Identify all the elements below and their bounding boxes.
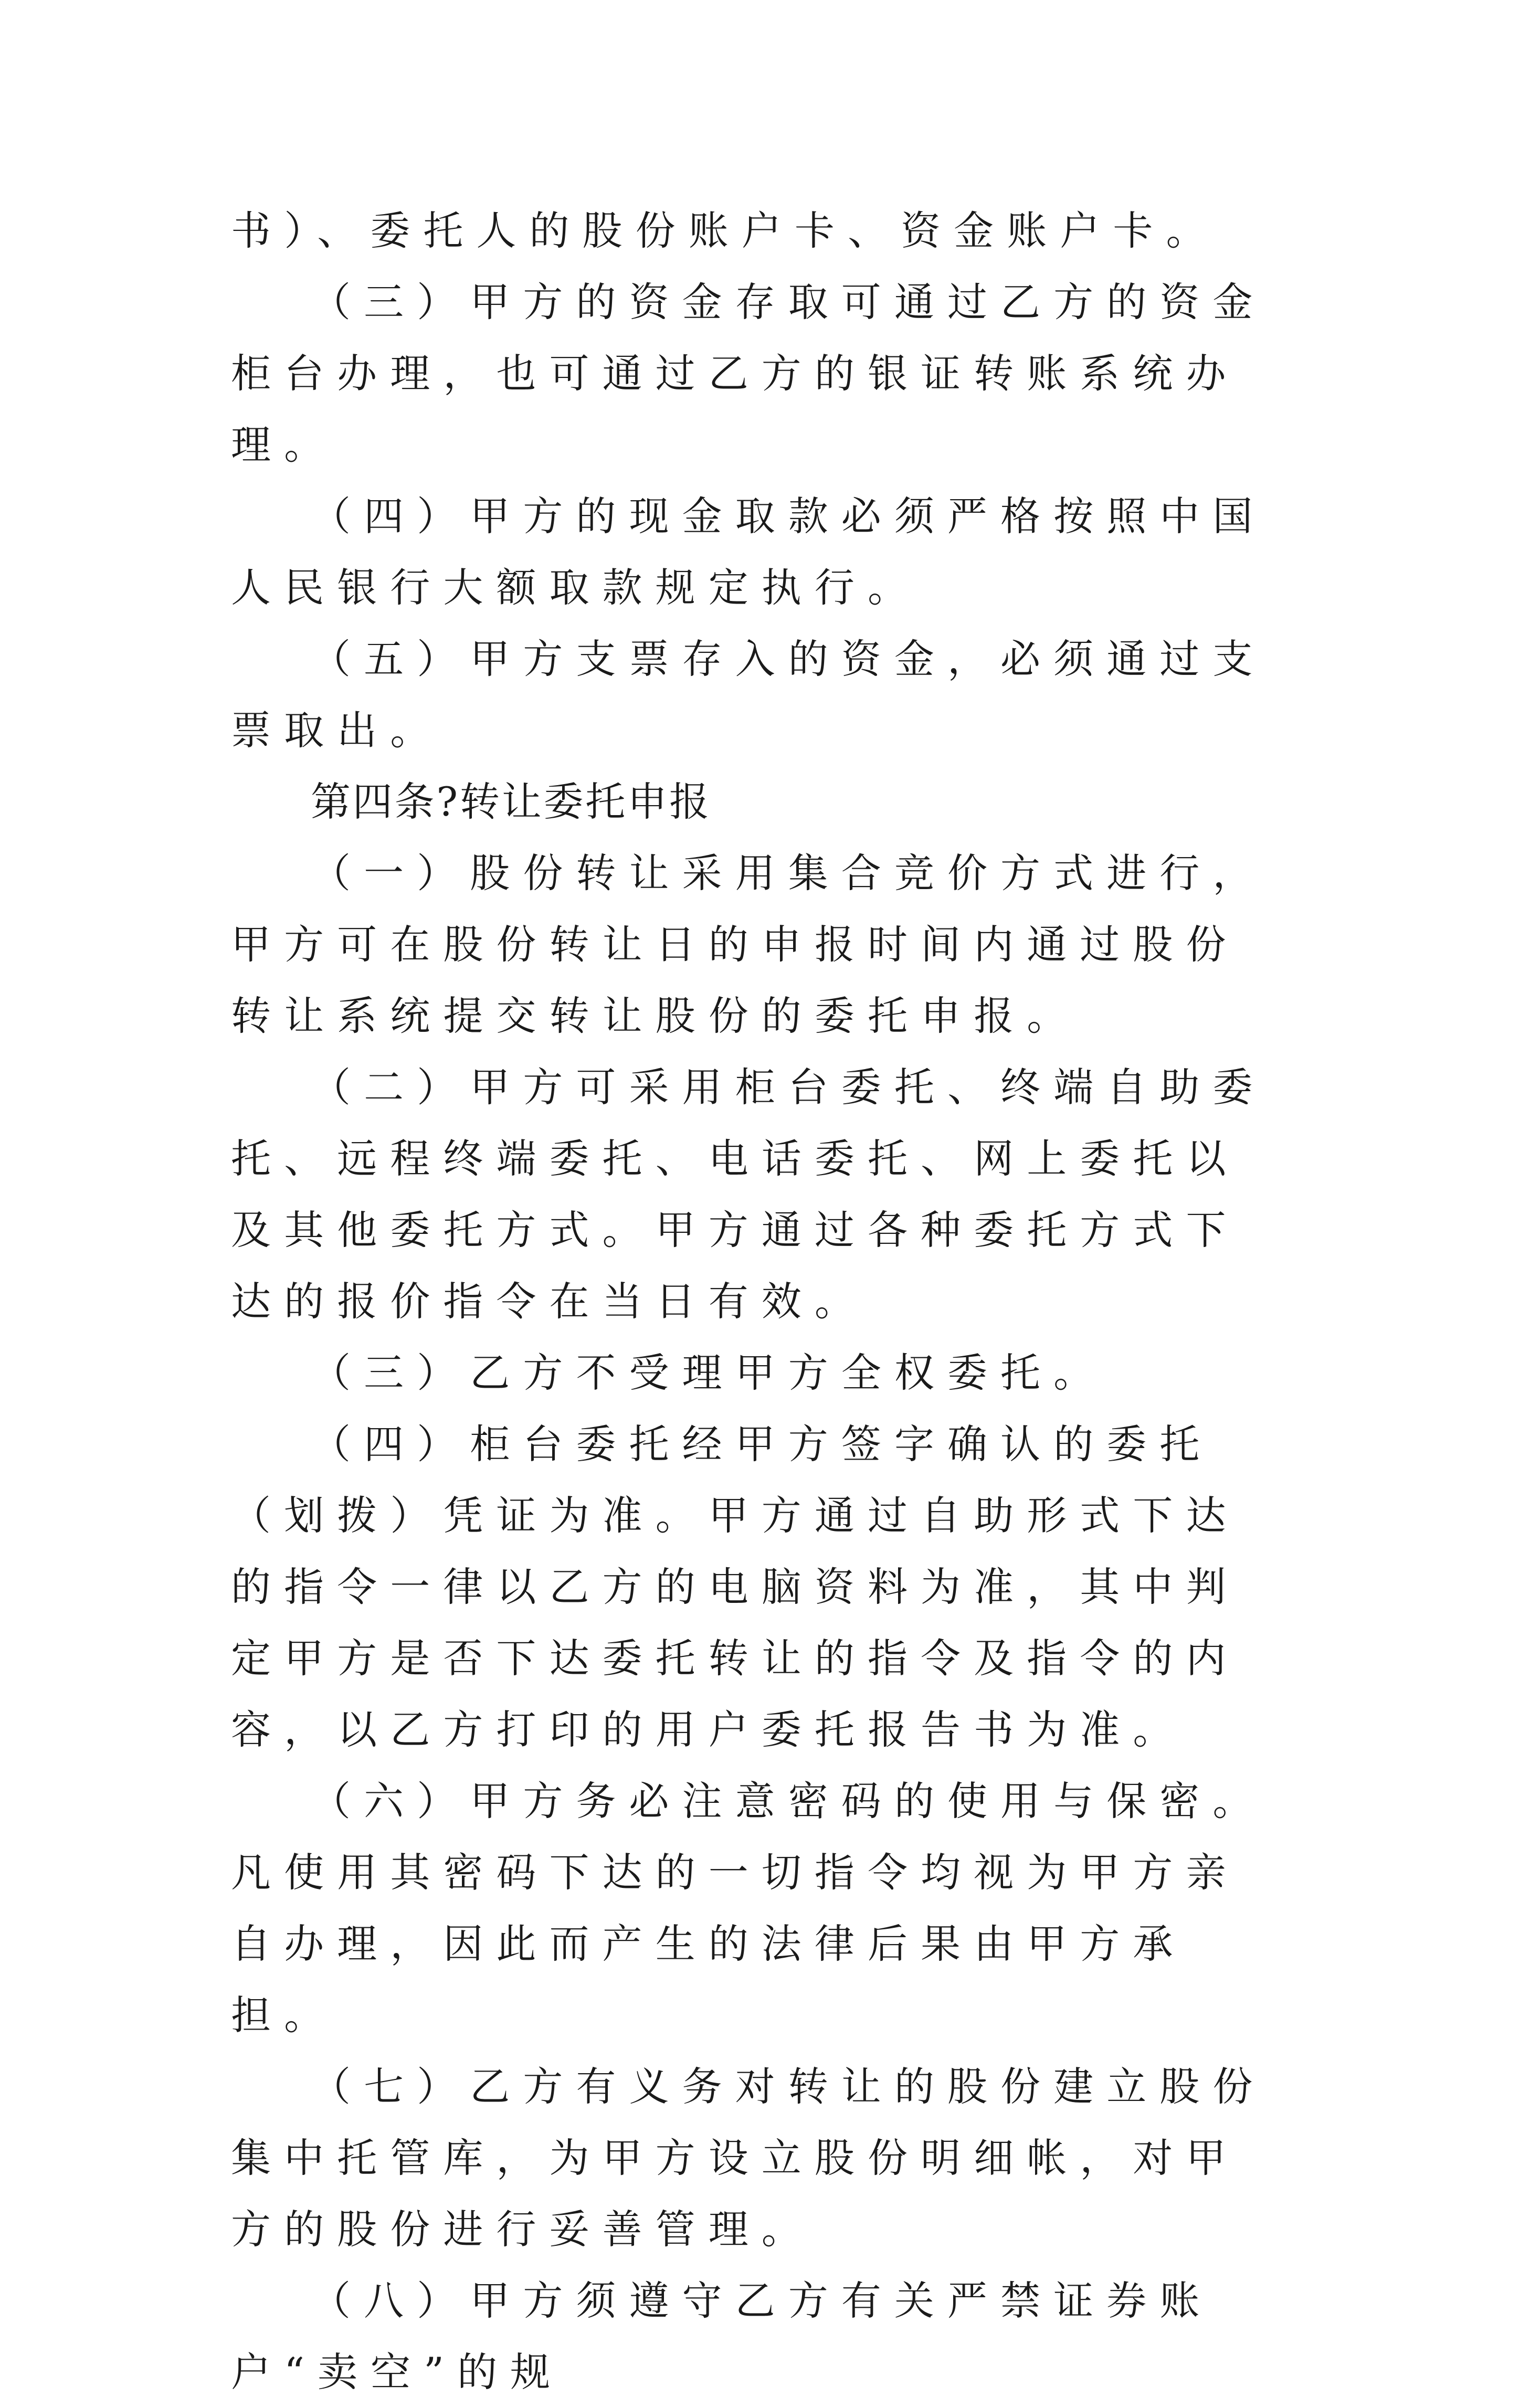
document-body xyxy=(231,195,1286,2408)
paragraph-1: 书）、委托人的股份账户卡、资金账户卡。 xyxy=(231,207,1219,254)
paragraph-12: （八）甲方须遵守乙方有关严禁证券账户“卖空”的规 xyxy=(231,2277,1213,2395)
paragraph-11: （七）乙方有义务对转让的股份建立股份集中托管库，为甲方设立股份明细帐，对甲方的股份进行妥善管理。 xyxy=(231,2063,1266,2253)
paragraph-9: （四）柜台委托经甲方签字确认的委托（划拨）凭证为准。甲方通过自助形式下达的指令一律以乙方的电脑资料为准，其中判定甲方是否下达委托转让的指令及指令的内容，以乙方打印的用户委托报告书为准。 xyxy=(231,1421,1239,1753)
paragraph-3: （四）甲方的现金取款必须严格按照中国人民银行大额取款规定执行。 xyxy=(231,493,1266,611)
paragraph-2: （三）甲方的资金存取可通过乙方的资金柜台办理，也可通过乙方的银证转账系统办理。 xyxy=(231,279,1266,468)
paragraph-10: （六）甲方务必注意密码的使用与保密。凡使用其密码下达的一切指令均视为甲方亲自办理，因此而产生的法律后果由甲方承担。 xyxy=(231,1778,1266,2039)
section-heading-article-4: 第四条?转让委托申报 xyxy=(311,778,711,825)
paragraph-8: （三）乙方不受理甲方全权委托。 xyxy=(311,1349,1107,1396)
paragraph-4: （五）甲方支票存入的资金，必须通过支票取出。 xyxy=(231,636,1266,754)
paragraph-6: （一）股份转让采用集合竞价方式进行，甲方可在股份转让日的申报时间内通过股份转让系统提交转让股份的委托申报。 xyxy=(231,850,1266,1039)
paragraph-7: （二）甲方可采用柜台委托、终端自助委托、远程终端委托、电话委托、网上委托以及其他委托方式。甲方通过各种委托方式下达的报价指令在当日有效。 xyxy=(231,1064,1266,1325)
